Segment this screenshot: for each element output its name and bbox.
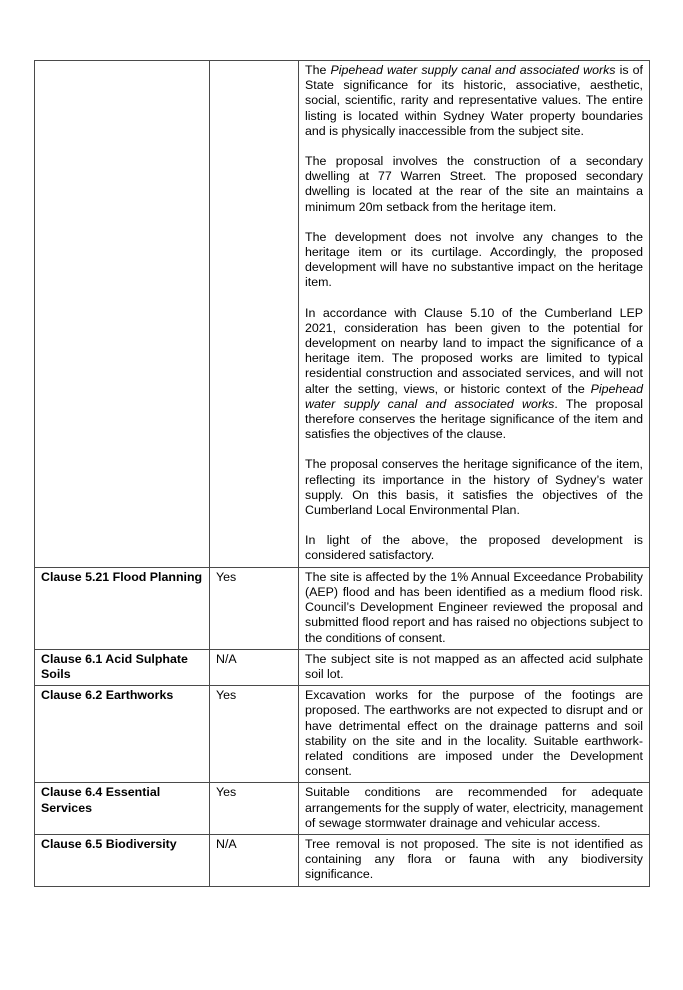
heritage-paragraph xyxy=(305,154,643,215)
table-row xyxy=(35,834,650,886)
complies-cell: Yes xyxy=(210,686,299,783)
table-row xyxy=(35,783,650,835)
heritage-paragraph xyxy=(305,533,643,563)
clause-cell: Clause 5.21 Flood Planning xyxy=(35,567,210,649)
complies-cell: Yes xyxy=(210,567,299,649)
text-run: . The proposal therefore conserves the heritage significance of the item and satisfies the objectives of the clause. xyxy=(305,396,643,442)
text-run: The proposal involves the construction of a secondary dwelling at 77 Warren Street. The proposed secondary dwelling is located at the rear of the site an maintains a minimum 20m setback from the heritage item. xyxy=(305,154,643,214)
text-run: The proposal conserves the heritage significance of the item, reflecting its importance in the history of Sydney’s water supply. On this basis, it satisfies the objectives of the Cumberland Local Environmental Plan. xyxy=(305,457,643,518)
table-row xyxy=(35,686,650,783)
heritage-paragraph xyxy=(305,63,643,139)
heritage-item-name: Pipehead water supply canal and associated works xyxy=(305,381,643,411)
lep-compliance-table xyxy=(34,60,650,887)
heritage-paragraph xyxy=(305,230,643,291)
table-row-heritage xyxy=(35,61,650,568)
assessment-cell: Excavation works for the purpose of the footings are proposed. The earthworks are not expected to disrupt and or have detrimental effect on the drainage patterns and soil stability on the site and in the locality. Suitable earthwork-related conditions are imposed under the Development consent. xyxy=(299,686,650,783)
table-row xyxy=(35,649,650,685)
complies-cell xyxy=(210,61,299,568)
assessment-cell: The site is affected by the 1% Annual Exceedance Probability (AEP) flood and has been identified as a medium flood risk. Council’s Development Engineer reviewed the proposal and submitted flood report and has raised no objections subject to the conditions of consent. xyxy=(299,567,650,649)
heritage-paragraph xyxy=(305,306,643,443)
heritage-paragraph xyxy=(305,457,643,518)
text-run: In light of the above, the proposed development is considered satisfactory. xyxy=(305,533,643,563)
clause-cell: Clause 6.1 Acid Sulphate Soils xyxy=(35,649,210,685)
text-run: The development does not involve any changes to the heritage item or its curtilage. Accordingly, the proposed development will have no substantive impact on the heritage item. xyxy=(305,229,643,290)
text-run: The xyxy=(305,63,331,77)
clause-cell: Clause 6.2 Earthworks xyxy=(35,686,210,783)
complies-cell: N/A xyxy=(210,649,299,685)
text-run: is of State significance for its historic, associative, aesthetic, social, scientific, rarity and representative values. The entire listing is located within Sydney Water property boundaries and is physically inaccessible from the subject site. xyxy=(305,63,644,138)
clause-cell: Clause 6.4 Essential Services xyxy=(35,783,210,835)
clause-cell: Clause 6.5 Biodiversity xyxy=(35,834,210,886)
complies-cell: N/A xyxy=(210,834,299,886)
complies-cell: Yes xyxy=(210,783,299,835)
assessment-cell: Suitable conditions are recommended for adequate arrangements for the supply of water, electricity, management of sewage stormwater drainage and vehicular access. xyxy=(299,783,650,835)
heritage-item-name: Pipehead water supply canal and associated works xyxy=(330,63,616,77)
text-run: In accordance with Clause 5.10 of the Cumberland LEP 2021, consideration has been given to the potential for development on nearby land to impact the significance of a heritage item. The proposed works are limited to typical residential construction and associated services, and will not alter the setting, views, or historic context of the xyxy=(305,305,643,396)
clause-cell xyxy=(35,61,210,568)
assessment-cell: Tree removal is not proposed. The site is not identified as containing any flora or fauna with any biodiversity significance. xyxy=(299,834,650,886)
table-row xyxy=(35,567,650,649)
heritage-assessment-cell xyxy=(299,61,650,568)
assessment-cell: The subject site is not mapped as an affected acid sulphate soil lot. xyxy=(299,649,650,685)
